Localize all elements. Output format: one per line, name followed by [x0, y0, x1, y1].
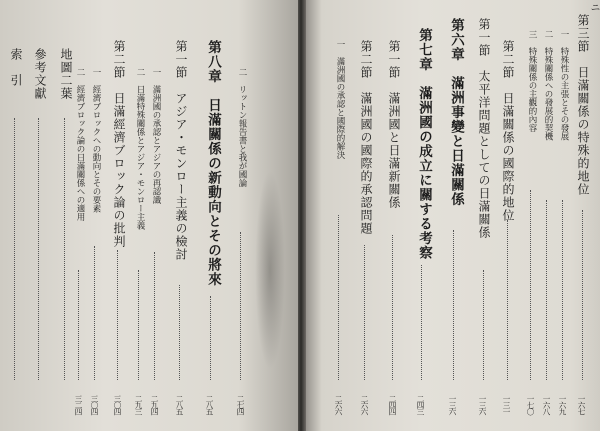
toc-entry-c8sec2-1: 一 經濟ブロックへの動向とその要素	[91, 68, 101, 213]
toc-entry-sec3-3: 三 特殊關係の主觀的內容	[527, 30, 537, 132]
toc-page-c7sec2-1: 二六六	[334, 395, 343, 415]
toc-page-c8sec1-1: 二九四	[150, 395, 159, 415]
toc-page-c8sec2-1: 三〇四	[90, 395, 99, 415]
toc-entry-references: 參考文獻	[33, 48, 47, 100]
toc-entry-c8sec2-2: 二 經濟ブロック論の日滿關係への適用	[75, 68, 85, 221]
toc-page-c7sec1: 二四四	[388, 395, 397, 415]
toc-entry-sec2: 第二節 日滿關係の國際的地位	[501, 40, 515, 222]
toc-entry-index: 索 引	[9, 48, 23, 87]
toc-page-sec2: 一三一	[502, 395, 511, 415]
toc-entry-c8sec1-1: 一 滿洲國の承認とアジアの再認識	[151, 68, 161, 204]
toc-page-sec3-3: 一七〇	[526, 395, 535, 415]
toc-entry-sec3-1: 一 特殊性の主張とその發展	[559, 30, 569, 141]
toc-page-c8sec1-2: 二九三	[134, 395, 143, 415]
toc-page-c8sec2: 三〇四	[113, 395, 122, 415]
toc-entry-c7sec2-1: 一 滿洲國の承認と國際的解決	[335, 40, 345, 159]
toc-page-sec3-2: 一六八	[542, 395, 551, 415]
toc-entry-lytton: 二 リットン報告書と我が國論	[237, 68, 247, 187]
toc-right-page	[304, 0, 600, 431]
toc-page-lytton: 二七四	[236, 395, 245, 415]
toc-chapter-7: 第七章 滿洲國の成立に關する考察	[416, 28, 432, 260]
toc-entry-c7sec2: 第二節 滿洲國の國際的承認問題	[359, 40, 373, 235]
toc-entry-c8sec1: 第一節 アジア・モンロー主義の檢討	[174, 40, 188, 261]
toc-page-c8sec1: 二八五	[175, 395, 184, 415]
toc-chapter-6: 第六章 滿洲事變と日滿關係	[448, 18, 464, 207]
toc-page-c8sec2-2: 三二四	[74, 395, 83, 415]
toc-page-c7sec2: 二六六	[360, 395, 369, 415]
toc-page-sec1: 一三六	[478, 395, 487, 415]
toc-page-chap7: 二四三	[416, 395, 425, 415]
toc-page-chap8: 二八五	[205, 395, 214, 415]
toc-page-chap6: 一三六	[448, 395, 457, 415]
toc-entry-maps: 地圖二葉	[59, 48, 73, 100]
toc-entry-sec3: 第三節 日滿關係の特殊的地位	[576, 14, 590, 196]
toc-entry-c7sec1: 第一節 滿洲國と日滿新關係	[387, 40, 401, 209]
toc-entry-sec3-2: 二 特殊關係への發展的契機	[543, 30, 553, 141]
toc-entry-c8sec2: 第二節 日滿經濟ブロック論の批判	[112, 40, 126, 248]
toc-chapter-8: 第八章 日滿關係の新動向とその將來	[205, 40, 221, 287]
toc-entry-sec1: 第一節 太平洋問題としての日滿關係	[477, 18, 491, 239]
toc-page-sec3: 一六七	[577, 395, 586, 415]
toc-entry-c8sec1-2: 二 日滿特殊關係とアジア・モンロー主義	[135, 68, 145, 230]
toc-left-page	[0, 0, 298, 431]
page-edge-mark: ニ	[588, 2, 599, 13]
toc-page-sec3-1: 一六九	[558, 395, 567, 415]
